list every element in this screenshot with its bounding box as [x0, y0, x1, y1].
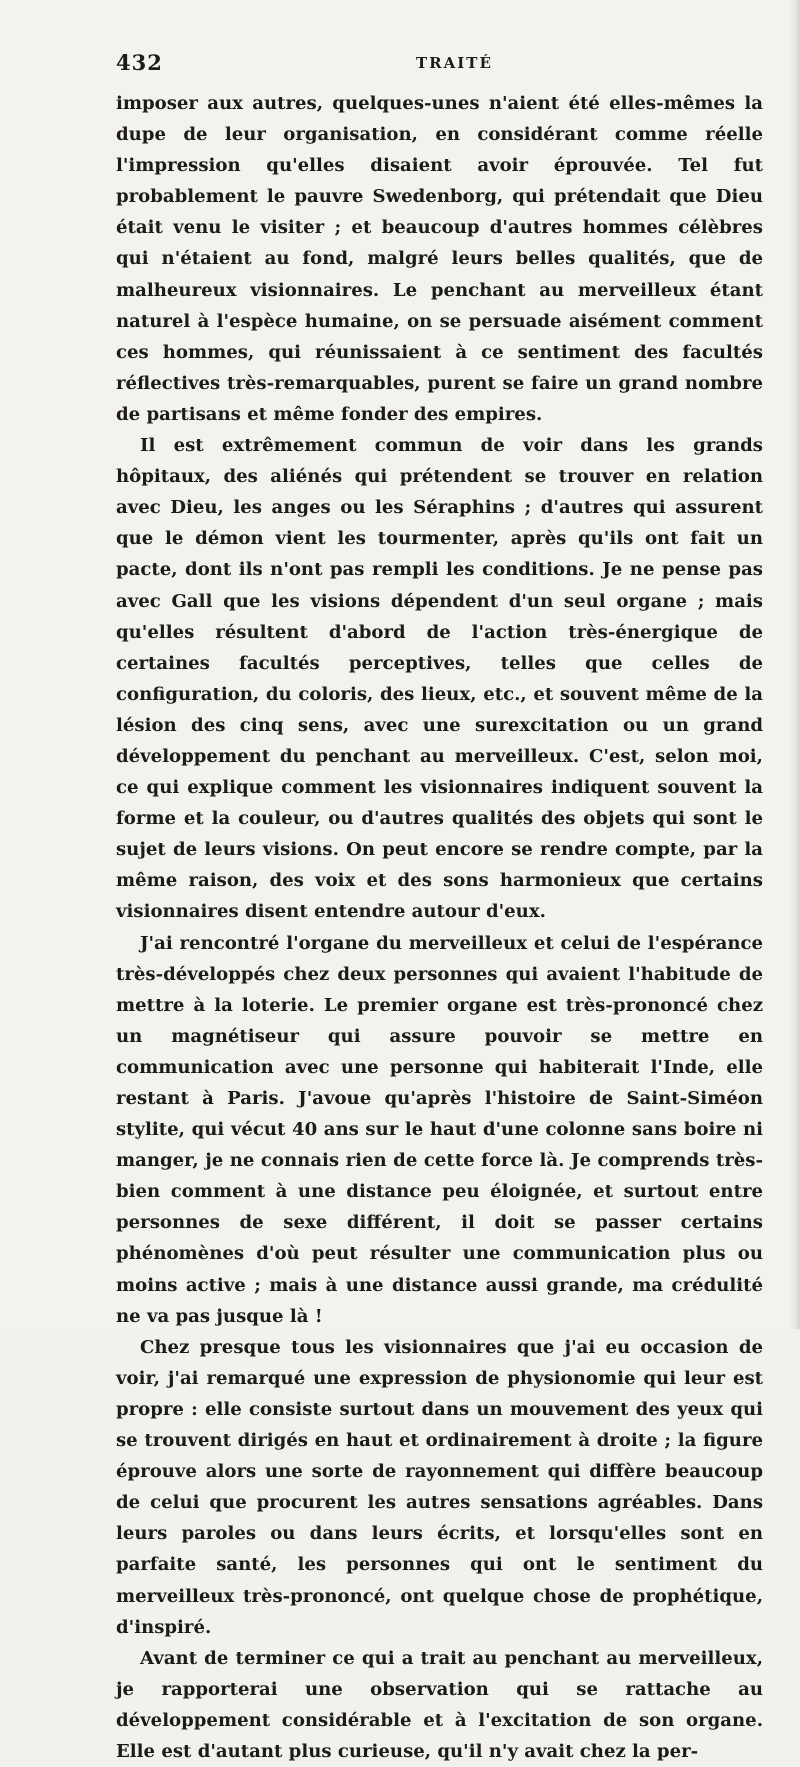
- page-number: 432: [116, 50, 163, 75]
- paragraph-physiognomy: Chez presque tous les visionnaires que j'ai eu occasion de voir, j'ai remarqué une expression de physionomie qui leur est propre : elle consiste surtout dans un mouvement des yeux qui se trouvent dirigés en haut et ordinairement à droite ; la figure éprouve alors une sorte de rayonnement qui diffère beaucoup de celui que procurent les autres sensations agréables. Dans leurs paroles ou dans leurs écrits, et lorsqu'elles sont en parfaite santé, les personnes qui ont le sentiment du merveilleux très-prononcé, ont quelque chose de prophétique, d'inspiré.: [116, 1336, 763, 1638]
- page-header: [116, 50, 756, 75]
- paragraph-lottery: J'ai rencontré l'organe du merveilleux et celui de l'espérance très-développés chez deux personnes qui avaient l'habitude de mettre à la loterie. Le premier organe est très-prononcé chez un magnétiseur qui assure pouvoir se mettre en communication avec une personne qui habiterait l'Inde, elle restant à Paris. J'avoue qu'après l'histoire de Saint-Siméon stylite, qui vécut 40 ans sur le haut d'une colonne sans boire ni manger, je ne connais rien de cette force là. Je comprends très-bien comment à une distance peu éloignée, et surtout entre personnes de sexe différent, il doit se passer certains phénomènes d'où peut résulter une communication plus ou moins active ; mais à une distance aussi grande, ma crédulité ne va pas jusque là !: [116, 932, 763, 1327]
- running-title: TRAITÉ: [416, 54, 493, 72]
- paragraph-continued: imposer aux autres, quelques-unes n'aient été elles-mêmes la dupe de leur organisation, en considérant comme réelle l'impression qu'elles disaient avoir éprouvée. Tel fut probablement le pauvre Swedenborg, qui prétendait que Dieu était venu le visiter ; et beaucoup d'autres hommes célèbres qui n'étaient au fond, malgré leurs belles qualités, que de malheureux visionnaires. Le penchant au merveilleux étant naturel à l'espèce humaine, on se persuade aisément comment ces hommes, qui réunissaient à ce sentiment des facultés réflectives très-remarquables, purent se faire un grand nombre de partisans et même fonder des empires.: [116, 93, 763, 425]
- paragraph-observation: Avant de terminer ce qui a trait au penchant au merveilleux, je rapporterai une observation qui se rattache au développement considérable et à l'excitation de son organe. Elle est d'autant plus curieuse, qu'il n'y avait chez la per-: [116, 1647, 763, 1762]
- body-text: [116, 88, 763, 1767]
- paragraph-visions: Il est extrêmement commun de voir dans les grands hôpitaux, des aliénés qui prétendent se trouver en relation avec Dieu, les anges ou les Séraphins ; d'autres qui assurent que le démon vient les tourmenter, après qu'ils ont fait un pacte, dont ils n'ont pas rempli les conditions. Je ne pense pas avec Gall que les visions dépendent d'un seul organe ; mais qu'elles résultent d'abord de l'action très-énergique de certaines facultés perceptives, telles que celles de configuration, du coloris, des lieux, etc., et souvent même de la lésion des cinq sens, avec une surexcitation ou un grand développement du penchant au merveilleux. C'est, selon moi, ce qui explique comment les visionnaires indiquent souvent la forme et la couleur, ou d'autres qualités des objets qui sont le sujet de leurs visions. On peut encore se rendre compte, par la même raison, des voix et des sons harmonieux que certains visionnaires disent entendre autour d'eux.: [116, 435, 763, 923]
- page-edge-shadow: [790, 0, 800, 1329]
